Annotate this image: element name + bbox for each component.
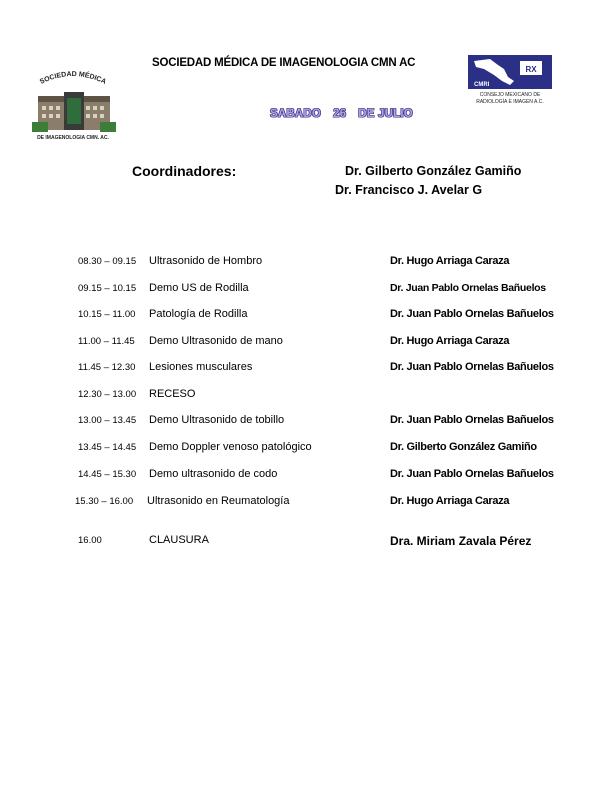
session-time: 15.30 – 16.00 xyxy=(75,496,134,507)
session-speaker: Dr. Hugo Arriaga Caraza xyxy=(390,495,510,507)
session-topic: Patología de Rodilla xyxy=(149,308,248,320)
session-time: 08.30 – 09.15 xyxy=(78,256,137,267)
svg-text:SOCIEDAD MÉDICA xyxy=(39,70,107,86)
session-topic: Ultrasonido en Reumatología xyxy=(147,495,290,507)
schedule-row xyxy=(0,360,612,376)
session-topic: Demo US de Rodilla xyxy=(149,282,249,294)
page-title: SOCIEDAD MÉDICA DE IMAGENOLOGIA CMN AC xyxy=(152,57,416,69)
session-topic: Demo ultrasonido de codo xyxy=(149,468,278,480)
session-speaker: Dra. Miriam Zavala Pérez xyxy=(390,534,532,548)
event-date xyxy=(270,108,425,120)
session-time: 09.15 – 10.15 xyxy=(78,283,137,294)
schedule-row xyxy=(0,467,612,483)
session-time: 11.45 – 12.30 xyxy=(78,362,136,373)
session-time: 13.45 – 14.45 xyxy=(78,442,137,453)
schedule-row xyxy=(0,387,612,403)
session-speaker: Dr. Juan Pablo Ornelas Bañuelos xyxy=(390,414,554,426)
cmri-line1: CONSEJO MEXICANO DE xyxy=(479,92,541,98)
coordinators-label: Coordinadores: xyxy=(132,163,237,179)
schedule-row xyxy=(0,494,612,510)
session-time: 16.00 xyxy=(78,535,102,546)
date-day: SABADO xyxy=(270,108,322,120)
session-topic: Ultrasonido de Hombro xyxy=(149,255,263,267)
session-topic: CLAUSURA xyxy=(149,534,209,546)
session-speaker: Dr. Hugo Arriaga Caraza xyxy=(390,255,510,267)
session-speaker: Dr. Juan Pablo Ornelas Bañuelos xyxy=(390,361,554,373)
logo-left-top-text: SOCIEDAD MÉDICA xyxy=(38,70,108,86)
session-topic: Demo Ultrasonido de mano xyxy=(149,335,283,347)
schedule-row xyxy=(0,440,612,456)
schedule-row xyxy=(0,281,612,297)
logo-left-bottom-text: DE IMAGENOLOGIA CMN. AC. xyxy=(37,135,109,141)
date-month: DE JULIO xyxy=(358,108,413,120)
schedule-row xyxy=(0,334,612,350)
schedule-row xyxy=(0,307,612,323)
session-time: 11.00 – 11.45 xyxy=(78,336,135,347)
session-speaker: Dr. Gilberto González Gamiño xyxy=(390,441,537,453)
sociedad-medica-logo xyxy=(26,62,120,142)
coordinator-name: Dr. Gilberto González Gamiño xyxy=(345,164,522,178)
session-speaker: Dr. Juan Pablo Ornelas Bañuelos xyxy=(390,308,554,320)
session-time: 10.15 – 11.00 xyxy=(78,309,136,320)
cmri-abbr: CMRI xyxy=(474,82,490,88)
session-topic: Lesiones musculares xyxy=(149,361,253,373)
cmri-logo xyxy=(468,55,552,107)
schedule-row xyxy=(0,254,612,270)
coordinator-name: Dr. Francisco J. Avelar G xyxy=(335,183,483,197)
session-speaker: Dr. Hugo Arriaga Caraza xyxy=(390,335,510,347)
session-topic: RECESO xyxy=(149,388,196,400)
session-topic: Demo Doppler venoso patológico xyxy=(149,441,312,453)
date-number: 26 xyxy=(333,108,347,120)
session-speaker: Dr. Juan Pablo Ornelas Bañuelos xyxy=(390,468,554,480)
schedule-row xyxy=(0,413,612,429)
session-speaker: Dr. Juan Pablo Ornelas Bañuelos xyxy=(390,282,546,294)
session-time: 12.30 – 13.00 xyxy=(78,389,137,400)
schedule-row xyxy=(0,533,612,549)
session-time: 14.45 – 15.30 xyxy=(78,469,137,480)
session-time: 13.00 – 13.45 xyxy=(78,415,137,426)
svg-text:RX: RX xyxy=(525,65,537,74)
session-topic: Demo Ultrasonido de tobillo xyxy=(149,414,285,426)
cmri-line2: RADIOLOGÍA E IMAGEN A.C. xyxy=(476,99,544,105)
